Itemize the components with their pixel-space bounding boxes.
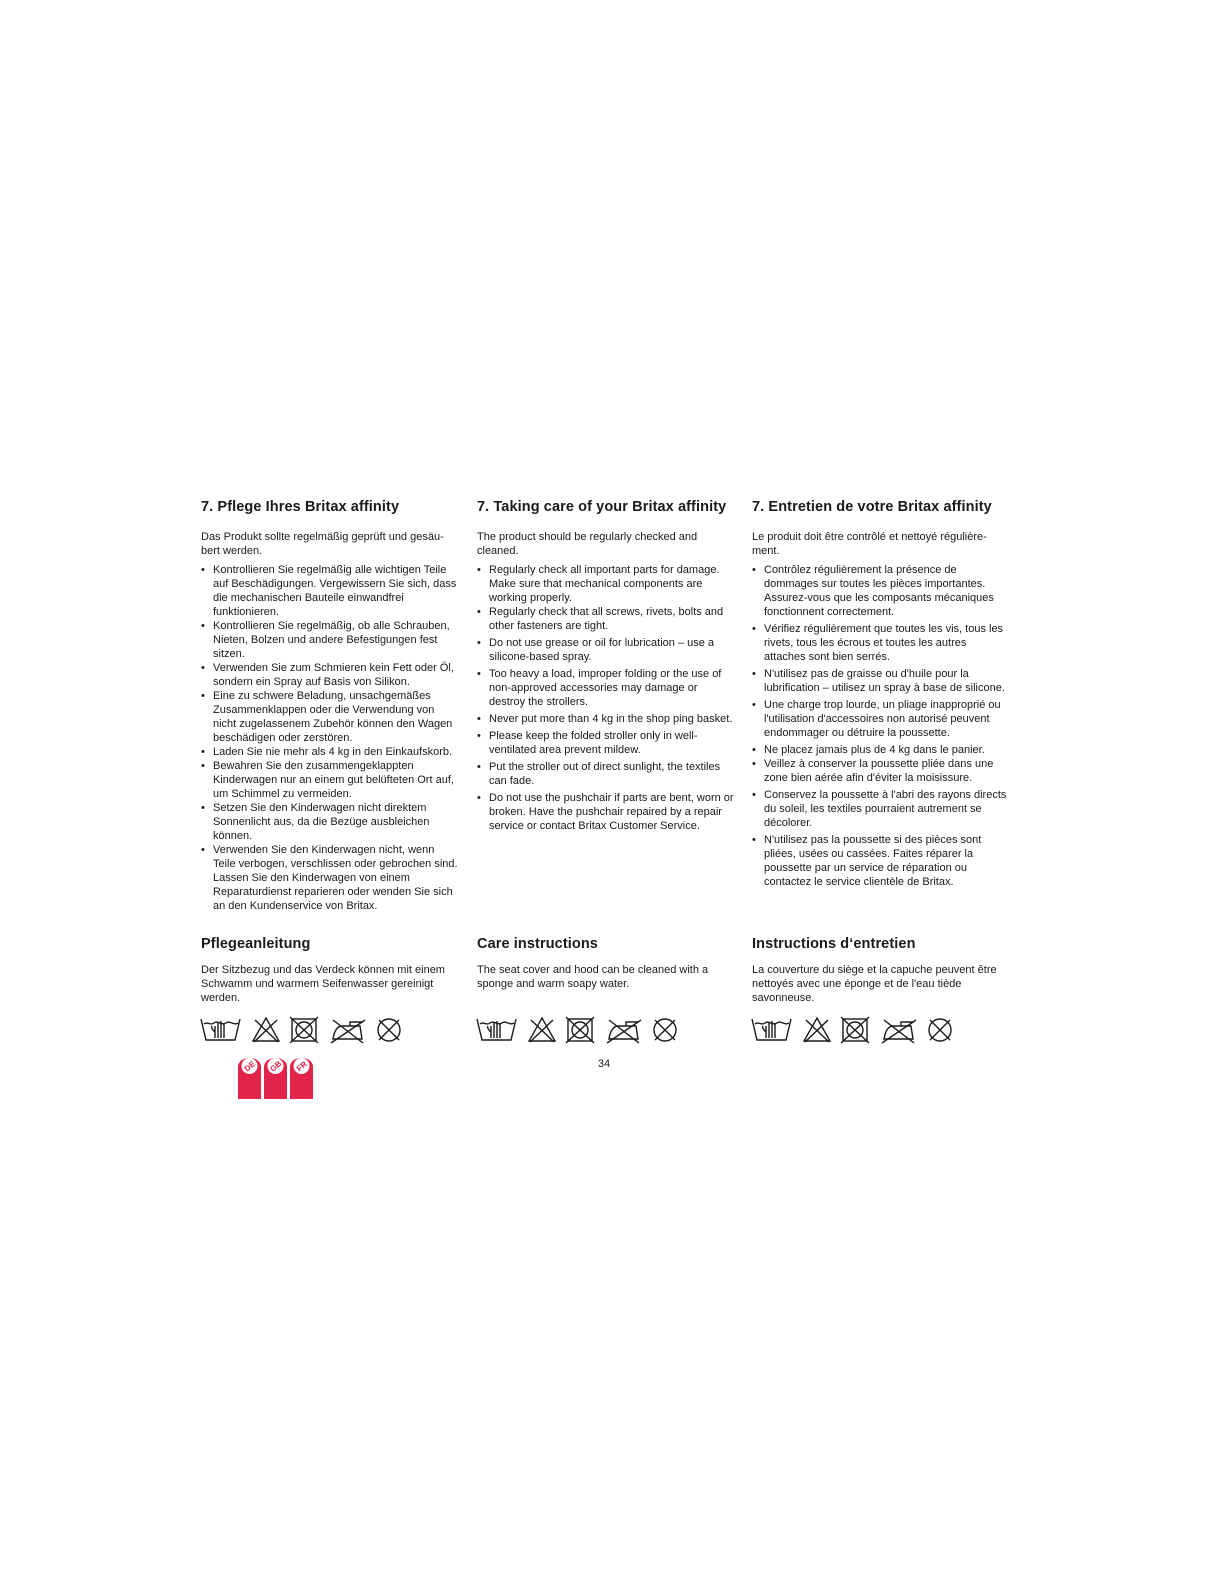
section-title-fr: 7. Entretien de votre Britax affinity [752,499,992,515]
care-section-en [477,934,735,991]
hand-wash-icon [201,1019,240,1040]
care-title-fr: Instructions d‘entretien [752,936,916,952]
no-dry-clean-icon [378,1019,400,1041]
language-tab-de [238,1058,261,1099]
care-symbols-de [200,1014,406,1044]
language-tab-gb-label: GB [268,1059,284,1074]
hand-wash-icon [752,1019,791,1040]
list-item: • Please keep the folded stroller only in well-ventilated area prevent mildew. [477,729,735,757]
hand-wash-icon [477,1019,516,1040]
language-tabs [237,1053,315,1099]
no-bleach-icon [529,1018,555,1042]
language-tab-gb [264,1058,287,1099]
list-item: • Laden Sie nie mehr als 4 kg in den Einkaufskorb. [201,745,459,759]
page-number: 34 [597,1058,611,1070]
intro-de: Das Produkt sollte regelmäßig geprüft und gesäu- bert werden. [201,531,444,557]
list-item: • Setzen Sie den Kinderwagen nicht direktem Sonnenlicht aus, da die Bezüge ausbleichen können. [201,801,459,843]
no-dry-clean-icon [654,1019,676,1041]
column-de [201,497,459,913]
list-item: • Verwenden Sie den Kinderwagen nicht, wenn Teile verbogen, verschlissen oder gebrochen sind. Lassen Sie den Kinderwagen von einem Reparaturdienst reparieren oder wenden Sie sich an den Kundenservice von Britax. [201,843,459,913]
language-tab-fr [290,1058,313,1099]
no-iron-icon [882,1020,916,1043]
no-tumble-dry-icon [290,1017,318,1043]
list-item: • Conservez la poussette à l'abri des rayons directs du soleil, les textiles pourraient autrement se décolorer. [752,788,1010,830]
list-item: • Bewahren Sie den zusammengeklappten Kinderwagen nur an einem gut belüfteten Ort auf, um Schimmel zu vermeiden. [201,759,459,801]
list-item: • Never put more than 4 kg in the shop ping basket. [477,712,735,726]
no-iron-icon [607,1020,641,1043]
list-en [477,563,735,833]
care-symbols-en [476,1014,682,1044]
list-item: • Too heavy a load, improper folding or the use of non-approved accessories may damage or destroy the strollers. [477,667,735,709]
list-fr [752,563,1010,889]
intro-fr: Le produit doit être contrôlé et nettoyé régulière- ment. [752,531,987,557]
list-de [201,563,459,913]
column-en [477,497,735,836]
list-item: • Regularly check that all screws, rivets, bolts and other fasteners are tight. [477,605,735,633]
list-item: • N'utilisez pas la poussette si des pièces sont pliées, usées ou cassées. Faites réparer la poussette par un service de réparation ou contactez le service clientèle de Britax. [752,833,1010,889]
list-item: • Put the stroller out of direct sunlight, the textiles can fade. [477,760,735,788]
language-tab-de-label: DE [242,1059,257,1074]
section-title-en: 7. Taking care of your Britax affinity [477,499,727,515]
no-tumble-dry-icon [566,1017,594,1043]
list-item: • Regularly check all important parts for damage. Make sure that mechanical components are working properly. [477,563,735,605]
section-title-de: 7. Pflege Ihres Britax affinity [201,499,400,515]
intro-en: The product should be regularly checked and cleaned. [477,531,698,557]
list-item: • Contrôlez régulièrement la présence de dommages sur toutes les pièces importantes. Assurez-vous que les composants mécaniques fonctionnent correctement. [752,563,1010,619]
column-fr [752,497,1010,892]
care-title-en: Care instructions [477,936,598,952]
no-dry-clean-icon [929,1019,951,1041]
care-title-de: Pflegeanleitung [201,936,311,952]
no-bleach-icon [253,1018,279,1042]
list-item: • Vérifiez régulièrement que toutes les vis, tous les rivets, tous les écrous et toutes les autres attaches sont bien serrés. [752,622,1010,664]
list-item: • Une charge trop lourde, un pliage inapproprié ou l'utilisation d'accessoires non autorisé peuvent endommager ou détruire la poussette. [752,698,1010,740]
no-bleach-icon [804,1018,830,1042]
care-text-de: Der Sitzbezug und das Verdeck können mit einem Schwamm und warmem Seifenwasser gereinigt werden. [201,964,445,1004]
care-section-fr [752,934,1010,1005]
language-tab-fr-label: FR [294,1059,309,1074]
care-text-en: The seat cover and hood can be cleaned with a sponge and warm soapy water. [477,964,709,990]
list-item: • Eine zu schwere Beladung, unsachgemäßes Zusammenklappen oder die Verwendung von nicht zugelassenem Zubehör können den Wagen beschädigen oder zerstören. [201,689,459,745]
list-item: • Kontrollieren Sie regelmäßig, ob alle Schrauben, Nieten, Bolzen und andere Befestigungen fest sitzen. [201,619,459,661]
list-item: • Kontrollieren Sie regelmäßig alle wichtigen Teile auf Beschädigungen. Vergewissern Sie sich, dass die mechanischen Bauteile einwandfrei funktionieren. [201,563,459,619]
no-tumble-dry-icon [841,1017,869,1043]
list-item: • Verwenden Sie zum Schmieren kein Fett oder Öl, sondern ein Spray auf Basis von Silikon. [201,661,459,689]
list-item: • Do not use grease or oil for lubrication – use a silicone-based spray. [477,636,735,664]
list-item: • Veillez à conserver la poussette pliée dans une zone bien aérée afin d'éviter la moisissure. [752,757,1010,785]
list-item: • Do not use the pushchair if parts are bent, worn or broken. Have the pushchair repaired by a repair service or contact Britax Customer Service. [477,791,735,833]
list-item: • Ne placez jamais plus de 4 kg dans le panier. [752,743,1010,757]
care-symbols-fr [751,1014,957,1044]
list-item: • N'utilisez pas de graisse ou d'huile pour la lubrification – utilisez un spray à base de silicone. [752,667,1010,695]
care-text-fr: La couverture du siège et la capuche peuvent être nettoyés avec une éponge et de l'eau tiède savonneuse. [752,964,997,1004]
care-section-de [201,934,459,1005]
no-iron-icon [331,1020,365,1043]
